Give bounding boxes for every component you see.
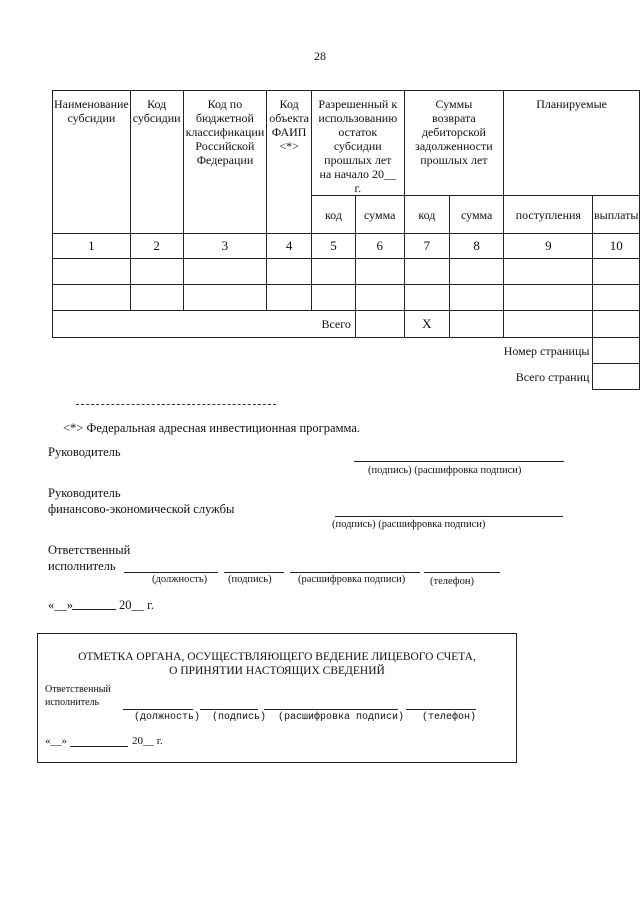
head-signature-caption: (подпись) (расшифровка подписи) [368, 465, 522, 476]
col-header-budget-code: Код по бюджетной классификации Российской Федерации [183, 91, 267, 234]
col-number: 10 [593, 234, 640, 259]
sub-header-sum-6: сумма [355, 196, 404, 234]
mark-captions: (должность) (подпись) (расшифровка подписи) (телефон) [134, 712, 477, 723]
col-number: 1 [53, 234, 131, 259]
page-number-cell [593, 338, 640, 364]
head-signature-line [354, 461, 564, 462]
fin-head-label-2: финансово-экономической службы [48, 502, 235, 516]
col-header-planned: Планируемые [504, 91, 640, 196]
resp-caption-decode: (расшифровка подписи) [298, 574, 406, 585]
resp-position-line [124, 572, 218, 573]
footnote-separator [76, 404, 276, 405]
sub-header-sum-8: сумма [450, 196, 504, 234]
resp-decode-line [290, 572, 420, 573]
total-row [53, 311, 640, 338]
total-label: Всего [53, 311, 356, 338]
col-header-subsidy-code: Код субсидии [130, 91, 183, 234]
date-month-line [72, 609, 116, 610]
col-number: 7 [404, 234, 450, 259]
sub-header-income: поступления [504, 196, 593, 234]
sub-header-code-7: код [404, 196, 450, 234]
date-year: 20__ г. [119, 598, 154, 612]
fin-signature-line [335, 516, 563, 517]
mark-sign-line [200, 709, 258, 710]
table-row [53, 259, 640, 285]
total-x-mark: X [404, 311, 450, 338]
pages-total-label: Всего страниц [515, 369, 590, 384]
resp-caption-sign: (подпись) [228, 574, 272, 585]
mark-position-line [123, 709, 193, 710]
page-number: 28 [314, 49, 326, 63]
col-number: 4 [267, 234, 312, 259]
mark-box-title-2: О ПРИНЯТИИ НАСТОЯЩИХ СВЕДЕНИЙ [169, 665, 385, 677]
table-row [53, 285, 640, 311]
sub-header-code-5: код [312, 196, 356, 234]
mark-resp-label-2: исполнитель [45, 697, 100, 708]
mark-phone-line [406, 709, 476, 710]
col-number: 3 [183, 234, 267, 259]
resp-phone-line [424, 572, 500, 573]
col-header-faip-code: Код объекта ФАИП <*> [267, 91, 312, 234]
date-open: «__» [48, 598, 73, 612]
mark-box-title-1: ОТМЕТКА ОРГАНА, ОСУЩЕСТВЛЯЮЩЕГО ВЕДЕНИЕ ЛИЦЕВОГО СЧЕТА, [78, 651, 476, 663]
resp-label-2: исполнитель [48, 559, 116, 573]
resp-caption-position: (должность) [152, 574, 208, 585]
col-header-allowed-remainder: Разрешенный к использованию остаток субсидии прошлых лет на начало 20__ г. [312, 91, 405, 196]
mark-resp-label-1: Ответственный [45, 684, 111, 695]
account-mark-box [37, 633, 517, 763]
fin-signature-caption: (подпись) (расшифровка подписи) [332, 519, 486, 530]
fin-head-label-1: Руководитель [48, 486, 121, 500]
pages-total-cell [593, 364, 640, 390]
col-header-name: Наименование субсидии [53, 91, 131, 234]
col-number: 2 [130, 234, 183, 259]
mark-date-month-line [70, 746, 128, 747]
mark-date-open: «__» [45, 735, 67, 747]
mark-date-year: 20__ г. [132, 735, 163, 747]
report-table [52, 90, 640, 390]
col-number: 8 [450, 234, 504, 259]
resp-sign-line [224, 572, 284, 573]
head-label: Руководитель [48, 445, 121, 459]
resp-caption-phone: (телефон) [430, 576, 474, 587]
sub-header-payments: выплаты [593, 196, 640, 234]
mark-decode-line [264, 709, 398, 710]
col-number: 6 [355, 234, 404, 259]
col-number: 5 [312, 234, 356, 259]
col-header-receivables-return: Суммы возврата дебиторской задолженности прошлых лет [404, 91, 504, 196]
col-number: 9 [504, 234, 593, 259]
page-number-label: Номер страницы [503, 343, 590, 358]
footnote: <*> Федеральная адресная инвестиционная программа. [63, 421, 360, 435]
resp-label-1: Ответственный [48, 543, 131, 557]
